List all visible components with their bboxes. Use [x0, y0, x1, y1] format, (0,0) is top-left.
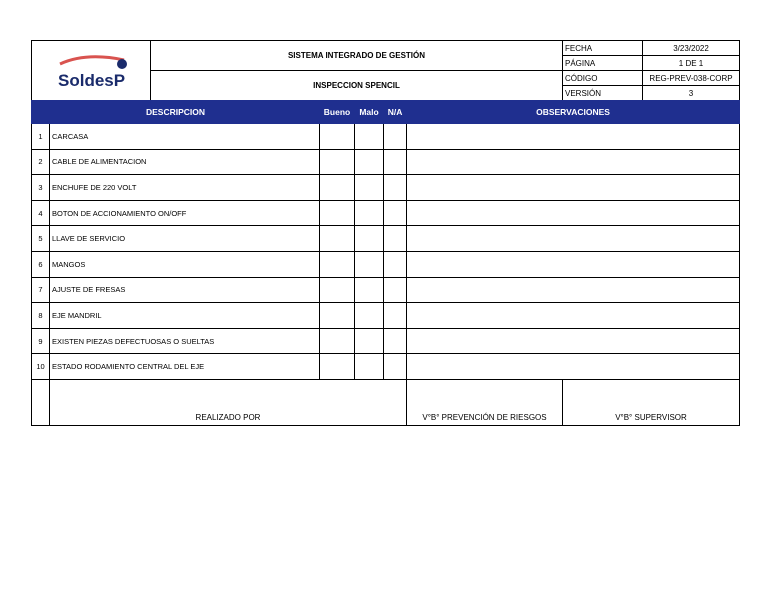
- observaciones-field[interactable]: [407, 124, 740, 150]
- check-malo[interactable]: [355, 303, 384, 329]
- inspection-table: [31, 100, 740, 380]
- check-bueno[interactable]: [320, 251, 355, 277]
- item-number: 3: [32, 175, 50, 201]
- logo-mark: [46, 48, 136, 92]
- check-bueno[interactable]: [320, 124, 355, 150]
- meta-label-fecha: FECHA: [563, 41, 643, 56]
- check-malo[interactable]: [355, 354, 384, 380]
- check-bueno[interactable]: [320, 354, 355, 380]
- check-malo[interactable]: [355, 124, 384, 150]
- form-title: INSPECCION SPENCIL: [151, 71, 563, 101]
- observaciones-field[interactable]: [407, 277, 740, 303]
- check-malo[interactable]: [355, 226, 384, 252]
- item-number: 6: [32, 251, 50, 277]
- table-row: [32, 226, 740, 252]
- observaciones-field[interactable]: [407, 175, 740, 201]
- table-row: [32, 175, 740, 201]
- meta-label-version: VERSIÓN: [563, 86, 643, 101]
- logo: [32, 41, 151, 101]
- check-na[interactable]: [384, 175, 407, 201]
- observaciones-field[interactable]: [407, 200, 740, 226]
- item-description: CABLE DE ALIMENTACION: [50, 149, 320, 175]
- item-description: CARCASA: [50, 124, 320, 150]
- check-na[interactable]: [384, 277, 407, 303]
- table-row: [32, 354, 740, 380]
- check-bueno[interactable]: [320, 303, 355, 329]
- signature-number-cell: [32, 379, 50, 425]
- logo-text: SoldesP: [58, 70, 126, 90]
- table-row: [32, 124, 740, 150]
- check-malo[interactable]: [355, 200, 384, 226]
- check-na[interactable]: [384, 124, 407, 150]
- check-bueno[interactable]: [320, 149, 355, 175]
- check-malo[interactable]: [355, 175, 384, 201]
- observaciones-field[interactable]: [407, 303, 740, 329]
- table-row: [32, 149, 740, 175]
- table-row: [32, 277, 740, 303]
- check-na[interactable]: [384, 328, 407, 354]
- logo-swoosh: [60, 56, 124, 63]
- col-malo: Malo: [355, 101, 384, 124]
- item-description: LLAVE DE SERVICIO: [50, 226, 320, 252]
- item-number: 5: [32, 226, 50, 252]
- meta-value-version: 3: [643, 86, 740, 101]
- signature-realizado[interactable]: REALIZADO POR: [50, 379, 407, 425]
- observaciones-field[interactable]: [407, 251, 740, 277]
- check-bueno[interactable]: [320, 328, 355, 354]
- meta-label-pagina: PÁGINA: [563, 56, 643, 71]
- check-malo[interactable]: [355, 328, 384, 354]
- meta-value-fecha: 3/23/2022: [643, 41, 740, 56]
- item-number: 4: [32, 200, 50, 226]
- observaciones-field[interactable]: [407, 354, 740, 380]
- check-na[interactable]: [384, 251, 407, 277]
- col-observaciones: OBSERVACIONES: [407, 101, 740, 124]
- observaciones-field[interactable]: [407, 328, 740, 354]
- col-bueno: Bueno: [320, 101, 355, 124]
- item-description: ENCHUFE DE 220 VOLT: [50, 175, 320, 201]
- check-na[interactable]: [384, 200, 407, 226]
- logo-dot: [117, 59, 127, 69]
- col-na: N/A: [384, 101, 407, 124]
- signature-prevencion[interactable]: V°B° PREVENCIÓN DE RIESGOS: [407, 379, 563, 425]
- item-description: EJE MANDRIL: [50, 303, 320, 329]
- item-number: 8: [32, 303, 50, 329]
- item-number: 1: [32, 124, 50, 150]
- system-title: SISTEMA INTEGRADO DE GESTIÓN: [151, 41, 563, 71]
- check-bueno[interactable]: [320, 175, 355, 201]
- item-number: 10: [32, 354, 50, 380]
- item-number: 2: [32, 149, 50, 175]
- column-header-row: [32, 101, 740, 124]
- table-row: [32, 200, 740, 226]
- observaciones-field[interactable]: [407, 149, 740, 175]
- check-bueno[interactable]: [320, 277, 355, 303]
- check-na[interactable]: [384, 354, 407, 380]
- meta-value-pagina: 1 DE 1: [643, 56, 740, 71]
- item-description: EXISTEN PIEZAS DEFECTUOSAS O SUELTAS: [50, 328, 320, 354]
- item-number: 9: [32, 328, 50, 354]
- check-malo[interactable]: [355, 277, 384, 303]
- table-row: [32, 328, 740, 354]
- signature-table: [31, 379, 740, 426]
- check-malo[interactable]: [355, 149, 384, 175]
- observaciones-field[interactable]: [407, 226, 740, 252]
- table-row: [32, 303, 740, 329]
- signature-supervisor[interactable]: V°B° SUPERVISOR: [563, 379, 740, 425]
- item-description: MANGOS: [50, 251, 320, 277]
- col-descripcion: DESCRIPCION: [32, 101, 320, 124]
- item-description: BOTON DE ACCIONAMIENTO ON/OFF: [50, 200, 320, 226]
- check-bueno[interactable]: [320, 200, 355, 226]
- check-malo[interactable]: [355, 251, 384, 277]
- meta-label-codigo: CÓDIGO: [563, 71, 643, 86]
- item-number: 7: [32, 277, 50, 303]
- inspection-form: [31, 40, 739, 426]
- item-description: AJUSTE DE FRESAS: [50, 277, 320, 303]
- check-na[interactable]: [384, 149, 407, 175]
- check-na[interactable]: [384, 303, 407, 329]
- header-table: [31, 40, 740, 101]
- table-row: [32, 251, 740, 277]
- check-na[interactable]: [384, 226, 407, 252]
- meta-value-codigo: REG-PREV-038-CORP: [643, 71, 740, 86]
- check-bueno[interactable]: [320, 226, 355, 252]
- item-description: ESTADO RODAMIENTO CENTRAL DEL EJE: [50, 354, 320, 380]
